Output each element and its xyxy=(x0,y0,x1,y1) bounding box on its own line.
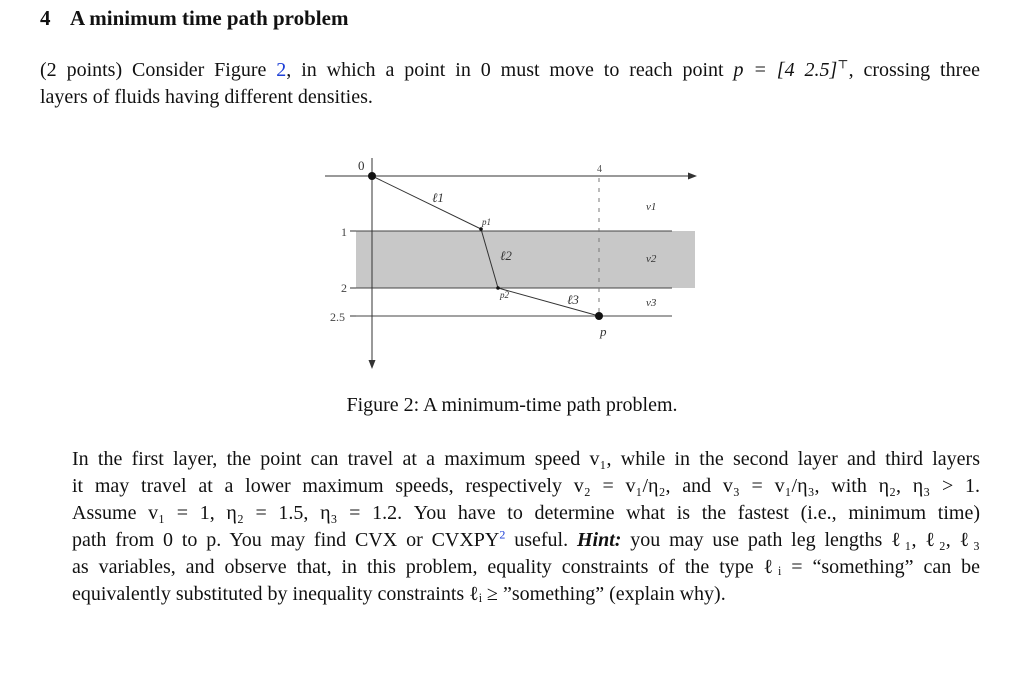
leg-2-label: ℓ2 xyxy=(500,248,512,263)
x-tick-4-label: 4 xyxy=(597,164,602,175)
origin-label: 0 xyxy=(358,158,365,173)
middle-layer-band xyxy=(356,231,695,288)
section-title: A minimum time path problem xyxy=(70,6,349,30)
y-tick-2-label: 2 xyxy=(341,281,347,295)
body-text: you may use path leg lengths ℓ₁, ℓ₂, ℓ₃ xyxy=(621,529,980,551)
figure-ref-link[interactable]: 2 xyxy=(276,59,287,81)
intro-text: , in which a point in 0 must move to reach point xyxy=(286,59,734,81)
p1-point xyxy=(479,227,483,231)
speed-3-label: v3 xyxy=(646,297,657,309)
origin-point xyxy=(368,172,376,180)
intro-text: , crossing three xyxy=(848,59,981,81)
x-axis-arrow xyxy=(688,173,697,180)
p-label: p xyxy=(600,324,607,339)
point-p-math: p = [4 2.5] xyxy=(733,59,838,81)
y-tick-1-label: 1 xyxy=(341,225,347,239)
leg-1-label: ℓ1 xyxy=(432,190,444,205)
body-line-3: Assume v₁ = 1, η₂ = 1.5, η₃ = 1.2. You have to determine what is the fastest (i.e., minimum time) xyxy=(72,502,980,524)
speed-2-label: v2 xyxy=(646,253,657,265)
figure-caption: Figure 2: A minimum-time path problem. xyxy=(346,394,678,416)
intro-line-2: layers of fluids having different densities. xyxy=(40,86,373,108)
body-line-1: In the first layer, the point can travel at a maximum speed v₁, while in the second layer and third layers xyxy=(72,448,980,470)
footnote-link[interactable]: 2 xyxy=(499,527,506,542)
hint-label: Hint: xyxy=(576,529,622,551)
p2-label: p2 xyxy=(500,290,509,300)
body-line-6: equivalently substituted by inequality constraints ℓᵢ ≥ ”something” (explain why). xyxy=(72,583,726,605)
body-line-2: it may travel at a lower maximum speeds, respectively v₂ = v₁/η₂, and v₃ = v₁/η₃, with η₂, η₃ > 1. xyxy=(72,475,980,497)
y-axis-arrow xyxy=(369,360,376,369)
section-number: 4 xyxy=(40,6,51,30)
y-tick-25-label: 2.5 xyxy=(330,310,345,324)
leg-3-label: ℓ3 xyxy=(567,292,579,307)
body-line-5: as variables, and observe that, in this problem, equality constraints of the type ℓᵢ = “something” can be xyxy=(72,556,980,578)
p1-label: p1 xyxy=(482,217,491,227)
target-point xyxy=(595,312,603,320)
body-line-4 xyxy=(40,527,980,554)
body-text: path from 0 to p. You may find CVX or CVXPY xyxy=(72,529,500,551)
intro-text: (2 points) Consider Figure xyxy=(40,59,277,81)
speed-1-label: v1 xyxy=(646,201,657,213)
body-text: useful. xyxy=(505,529,577,551)
body-paragraph xyxy=(40,446,980,608)
transpose-mark: ⊤ xyxy=(837,57,849,72)
